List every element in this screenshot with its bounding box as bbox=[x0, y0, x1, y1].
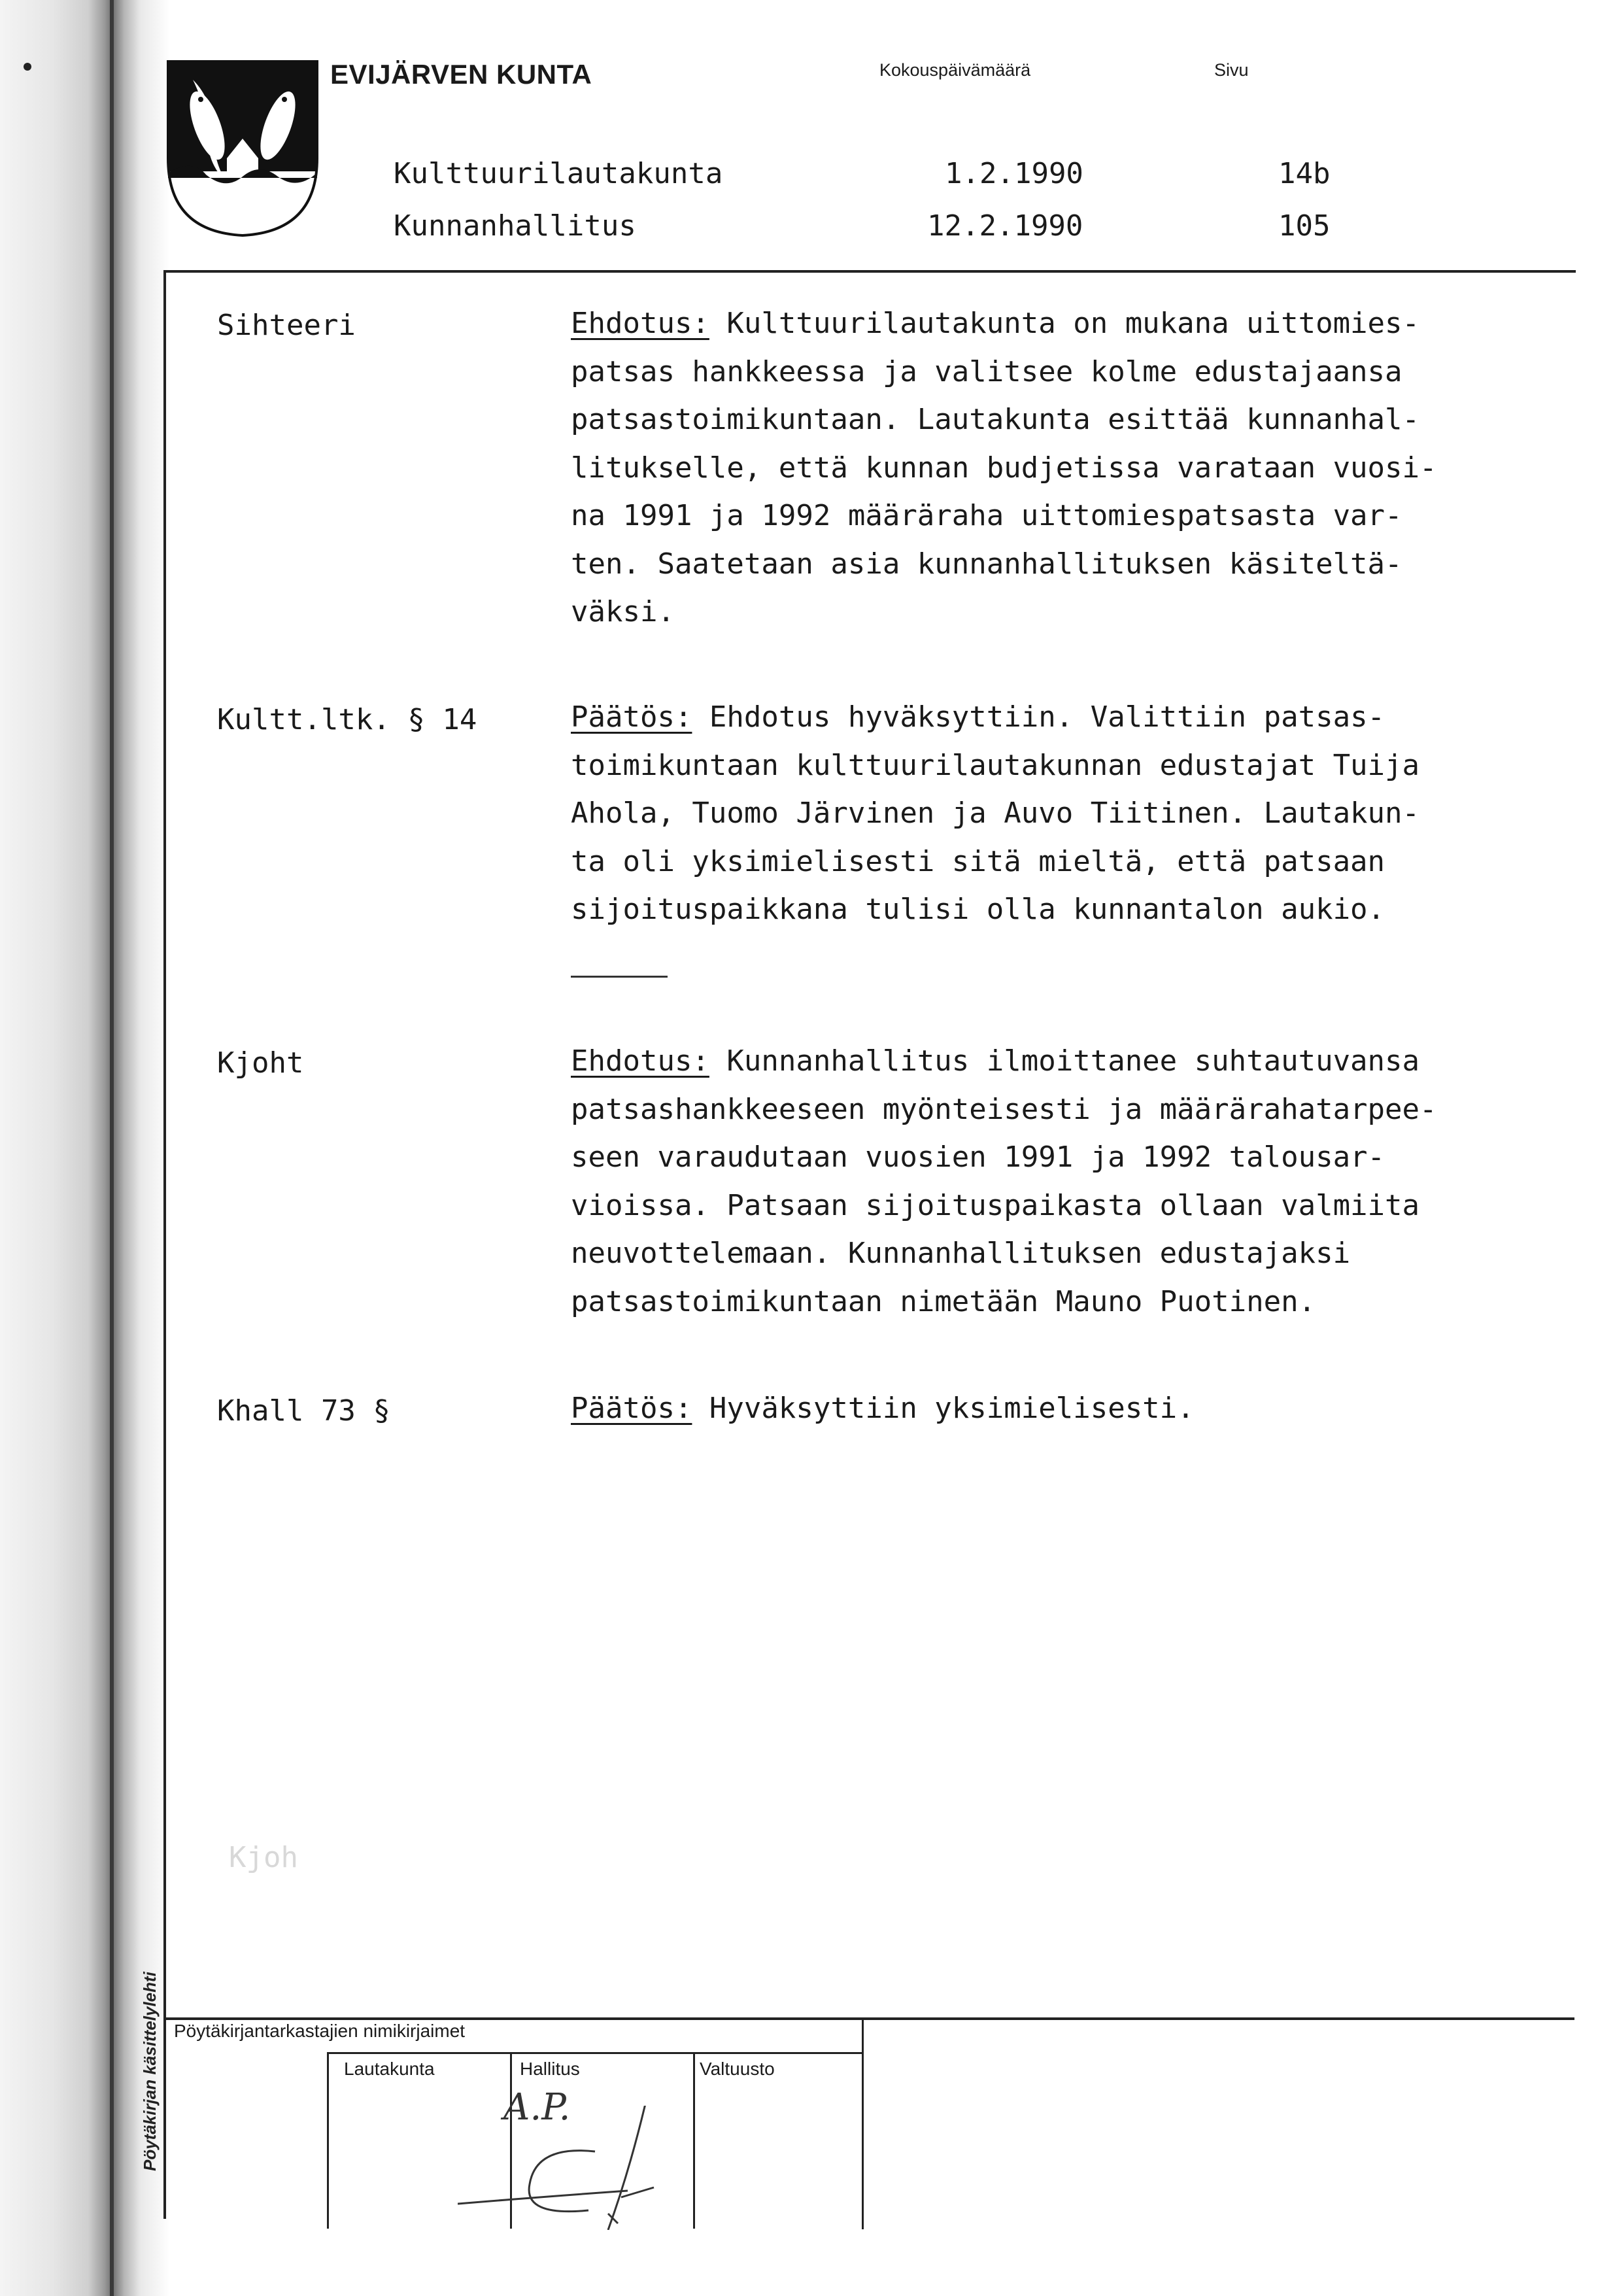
organization-name: EVIJÄRVEN KUNTA bbox=[330, 59, 592, 90]
signature-col-divider bbox=[862, 2020, 864, 2229]
section-text-1 bbox=[571, 300, 1558, 636]
meeting-date-1: 1.2.1990 bbox=[945, 157, 1083, 190]
signature-col-divider bbox=[327, 2052, 329, 2229]
meeting-body-2: Kunnanhallitus bbox=[394, 209, 636, 243]
section-label-sihteeri: Sihteeri bbox=[217, 309, 356, 342]
binding-edge bbox=[110, 0, 114, 2296]
section-heading: Päätös: bbox=[571, 700, 692, 734]
section-text-4 bbox=[571, 1384, 1558, 1433]
meeting-date-label: Kokouspäivämäärä bbox=[879, 60, 1031, 80]
section-text-2 bbox=[571, 693, 1558, 934]
page-label: Sivu bbox=[1214, 60, 1249, 80]
section-first-line: Kulttuurilautakunta on mukana uittomies- bbox=[709, 307, 1420, 340]
frame-top-line bbox=[163, 270, 1576, 273]
section-heading: Ehdotus: bbox=[571, 307, 709, 340]
section-body: patsas hankkeessa ja valitsee kolme edustajaansa patsastoimikuntaan. Lautakunta esittää kunnanhal- litukselle, että kunnan budjetissa varataan vuosi- na 1991 ja 1992 määräraha uittomiespatsasta var- ten. Saatetaan asia kunnanhallituksen käsiteltä- väksi. bbox=[571, 354, 1437, 628]
meeting-page-1: 14b bbox=[1278, 157, 1331, 190]
section-first-line: Ehdotus hyväksyttiin. Valittiin patsas- bbox=[692, 700, 1386, 734]
signature-box-header-line bbox=[327, 2052, 863, 2054]
section-first-line: Hyväksyttiin yksimielisesti. bbox=[692, 1392, 1195, 1425]
section-body: toimikuntaan kulttuurilautakunnan edustajat Tuija Ahola, Tuomo Järvinen ja Auvo Tiitinen. Lautakun- ta oli yksimielisesti sitä mieltä, että patsaan sijoituspaikkana tulisi olla kunnantalon aukio. bbox=[571, 748, 1420, 926]
signature-col-valtuusto: Valtuusto bbox=[700, 2059, 775, 2079]
meeting-date-2: 12.2.1990 bbox=[927, 209, 1083, 243]
signature-box-title: Pöytäkirjantarkastajien nimikirjaimet bbox=[174, 2021, 466, 2041]
section-label-khall: Khall 73 § bbox=[217, 1394, 390, 1428]
section-heading: Ehdotus: bbox=[571, 1044, 709, 1078]
handwritten-initials: A.P. bbox=[503, 2086, 571, 2129]
signature-box-top-line bbox=[166, 2017, 1574, 2020]
municipal-crest-icon bbox=[167, 60, 318, 237]
section-label-kultt: Kultt.ltk. § 14 bbox=[217, 703, 477, 736]
section-first-line: Kunnanhallitus ilmoittanee suhtautuvansa bbox=[709, 1044, 1420, 1078]
section-body: patsashankkeeseen myönteisesti ja määrärahatarpee- seen varaudutaan vuosien 1991 ja 1992 talousar- vioissa. Patsaan sijoituspaikasta ollaan valmiita neuvottelemaan. Kunnanhallituksen edustajaksi patsastoimikuntaan nimetään Mauno Puotinen. bbox=[571, 1092, 1437, 1318]
handwritten-signature-icon bbox=[458, 2106, 732, 2230]
section-heading: Päätös: bbox=[571, 1392, 692, 1425]
signature-col-lautakunta: Lautakunta bbox=[344, 2059, 435, 2079]
frame-left-line bbox=[163, 270, 166, 2219]
binding-shadow bbox=[0, 0, 196, 2296]
signature-col-hallitus: Hallitus bbox=[520, 2059, 580, 2079]
section-label-kjoht: Kjoht bbox=[217, 1046, 304, 1080]
meeting-body-1: Kulttuurilautakunta bbox=[394, 157, 723, 190]
punch-mark bbox=[24, 63, 31, 71]
side-vertical-label: Pöytäkirjan käsittelylehti bbox=[140, 1972, 160, 2171]
section-divider bbox=[571, 976, 668, 978]
show-through-text: Kjoh bbox=[229, 1841, 298, 1874]
section-text-3 bbox=[571, 1037, 1558, 1326]
meeting-page-2: 105 bbox=[1278, 209, 1331, 243]
